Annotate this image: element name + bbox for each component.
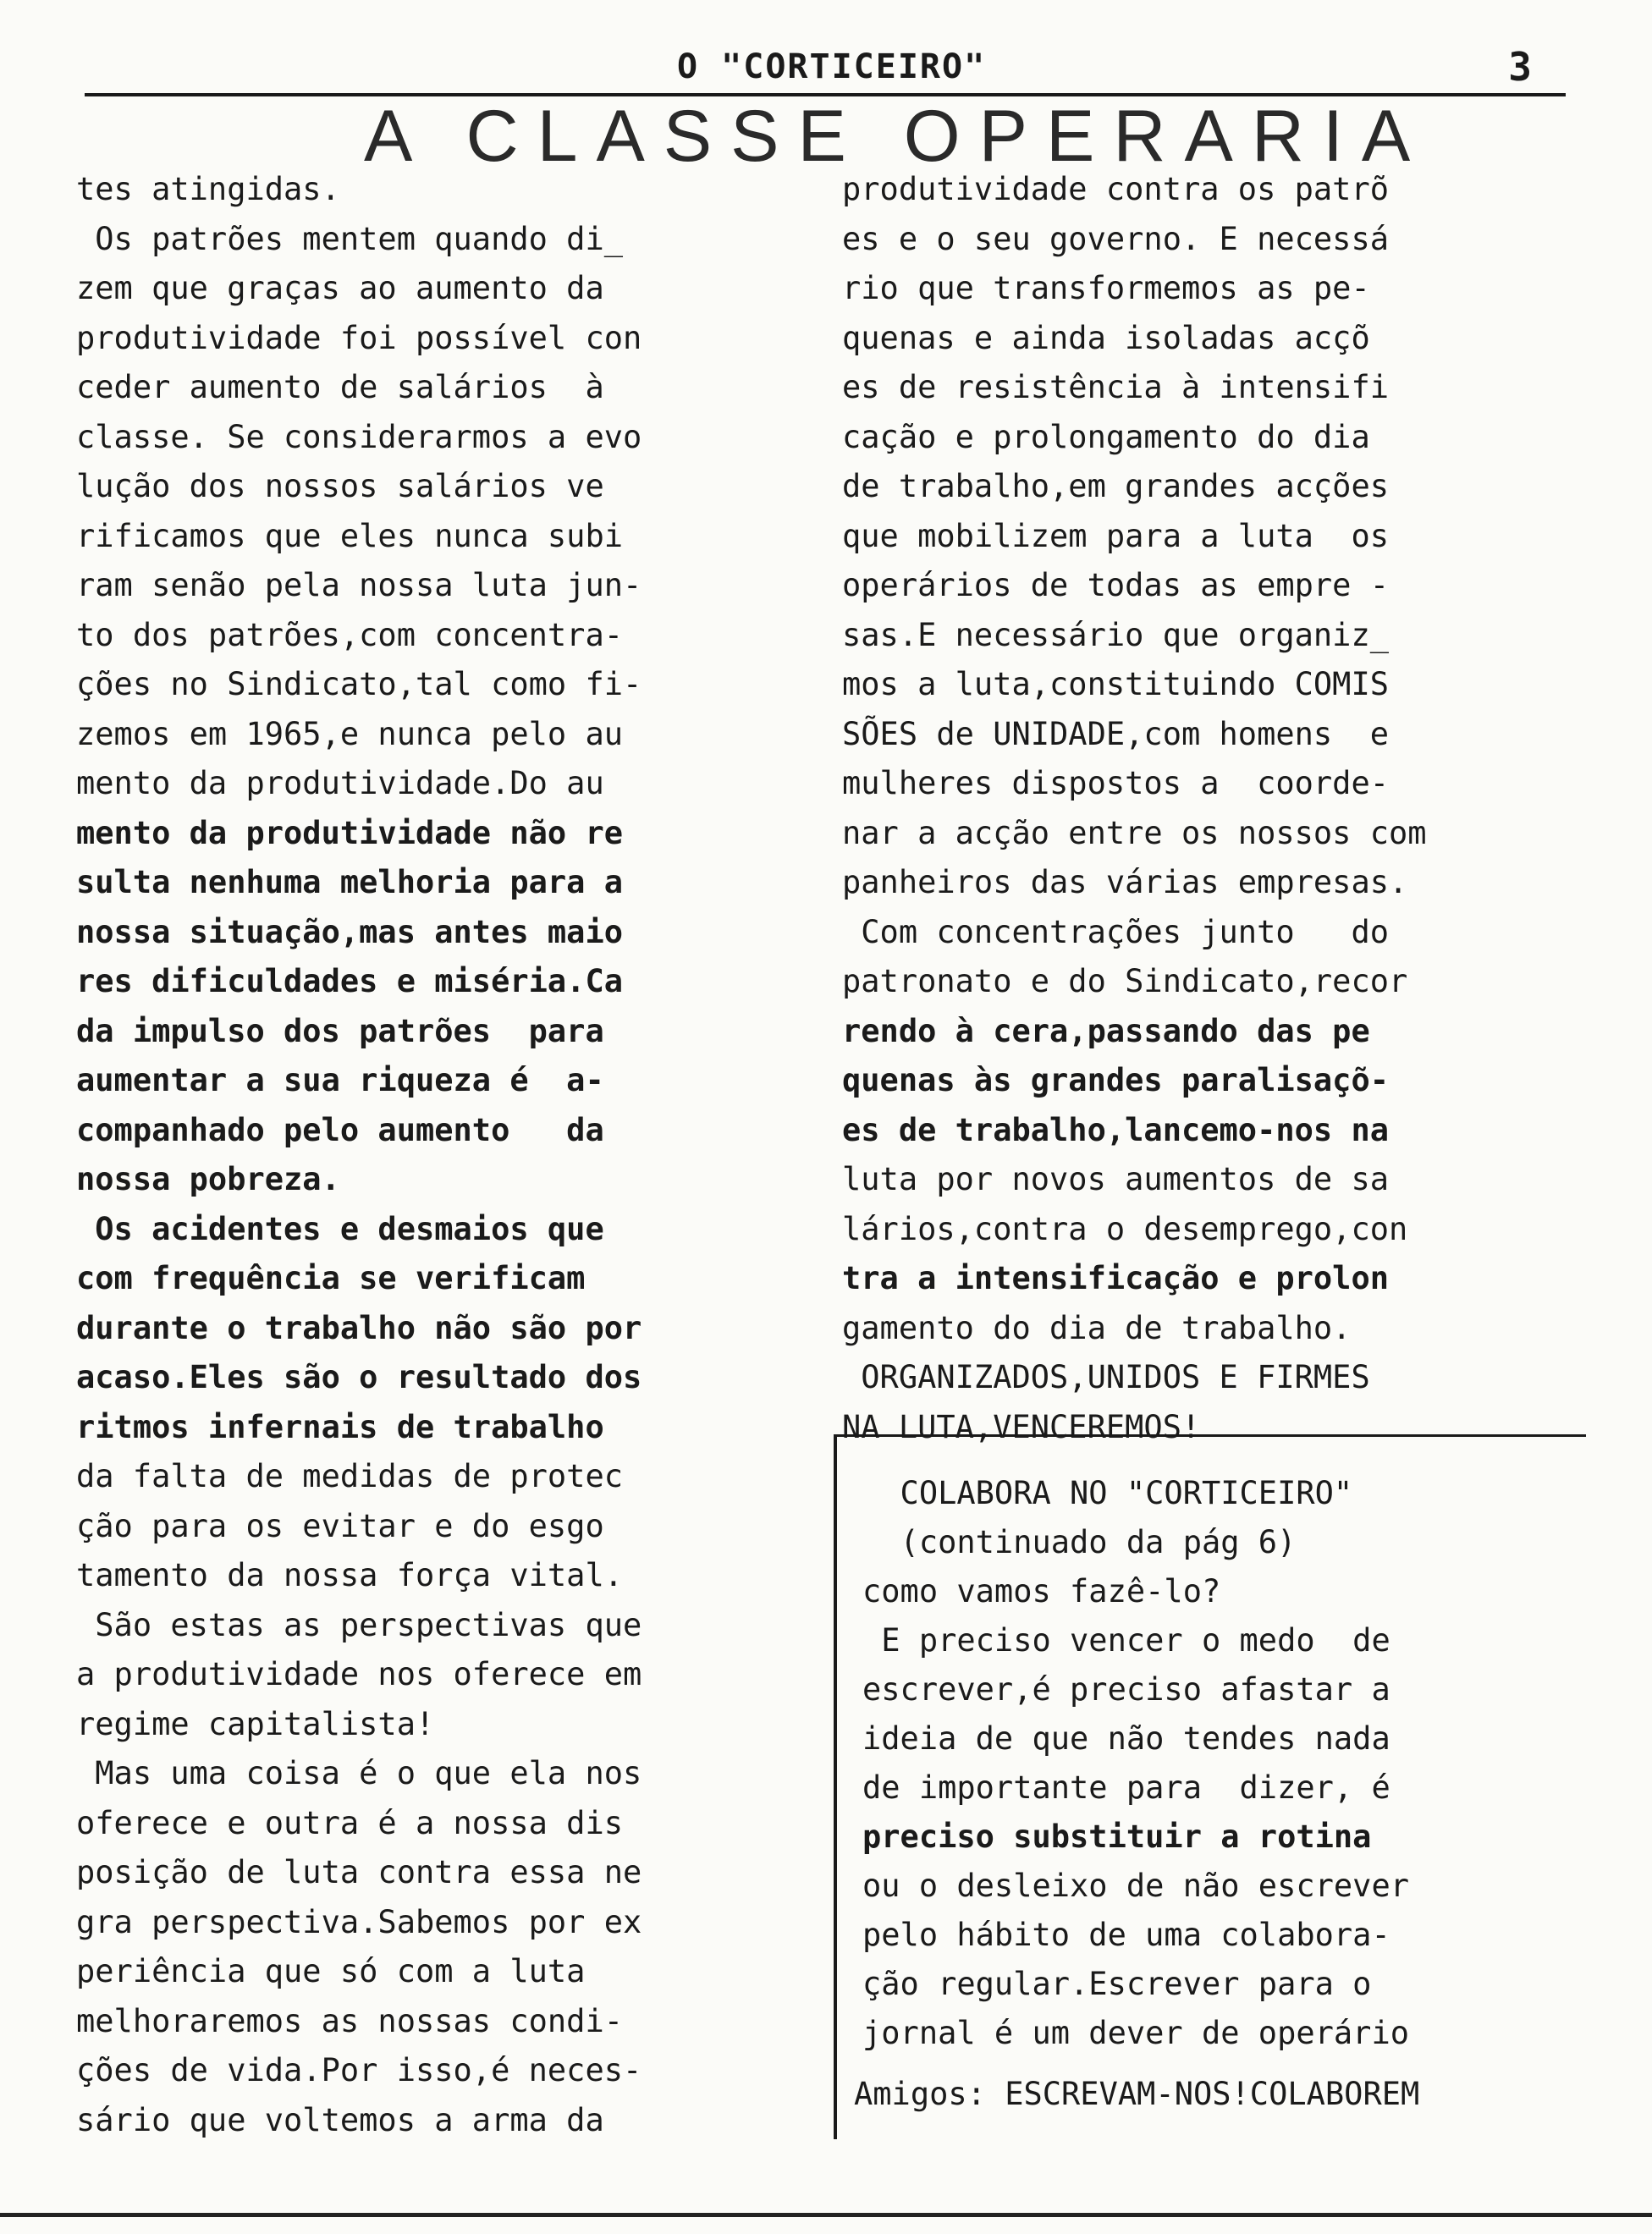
box-line: como vamos fazê-lo? [862,1573,1221,1609]
text-line: luta por novos aumentos de sa [842,1161,1390,1197]
text-line: operários de todas as empre - [842,567,1390,603]
text-line: da impulso dos patrões para [76,1012,604,1049]
text-line: cação e prolongamento do dia [842,418,1370,455]
box-footer: Amigos: ESCREVAM-NOS!COLABOREM [854,2076,1420,2112]
text-line: rio que transformemos as pe- [842,270,1370,306]
text-line: melhoraremos as nossas condi- [76,2002,624,2039]
text-line: zemos em 1965,e nunca pelo au [76,715,624,752]
text-line: companhado pelo aumento da [76,1111,604,1148]
text-line: nar a acção entre os nossos com [842,814,1427,851]
text-line: lários,contra o desemprego,con [842,1210,1408,1247]
text-line: ritmos infernais de trabalho [76,1408,604,1445]
box-line: pelo hábito de uma colabora- [862,1917,1390,1953]
text-line: a produtividade nos oferece em [76,1656,642,1692]
text-line: sulta nenhuma melhoria para a [76,864,624,900]
box-line: ou o desleixo de não escrever [862,1868,1410,1904]
box-line: ideia de que não tendes nada [862,1720,1390,1757]
section-title: A CLASSE OPERARIA [364,96,1429,177]
text-line: tamento da nossa força vital. [76,1557,624,1593]
text-line: SÕES de UNIDADE,com homens e [842,715,1390,752]
text-line: patronato e do Sindicato,recor [842,963,1408,999]
box-subheading: (continuado da pág 6) [862,1524,1297,1560]
box-line: de importante para dizer, é [862,1769,1390,1806]
text-line: ções de vida.Por isso,é neces- [76,2052,642,2088]
text-line: ram senão pela nossa luta jun- [76,567,642,603]
text-line: mos a luta,constituindo COMIS [842,666,1390,702]
text-line: São estas as perspectivas que [76,1606,642,1643]
text-line: ORGANIZADOS,UNIDOS E FIRMES [842,1359,1370,1395]
text-line: aumentar a sua riqueza é a- [76,1062,604,1098]
text-line: es de trabalho,lancemo-nos na [842,1111,1390,1148]
text-line: tra a intensificação e prolon [842,1260,1390,1296]
text-line: produtividade contra os patrõ [842,171,1390,207]
newspaper-title: O "CORTICEIRO" [677,47,987,86]
text-line: sário que voltemos a arma da [76,2101,604,2138]
text-line: nossa pobreza. [76,1161,340,1197]
text-line: de trabalho,em grandes acções [842,468,1390,504]
text-line: rificamos que eles nunca subi [76,517,624,554]
text-line: quenas e ainda isoladas acçõ [842,319,1370,356]
text-line: zem que graças ao aumento da [76,270,604,306]
text-line: durante o trabalho não são por [76,1309,642,1346]
text-line: Com concentrações junto do [842,913,1390,950]
text-line: mento da produtividade.Do au [76,765,604,801]
right-column [842,165,1587,1452]
text-line: Mas uma coisa é o que ela nos [76,1755,642,1791]
text-line: ceder aumento de salários à [76,369,604,405]
text-line: produtividade foi possível con [76,319,642,356]
text-line: acaso.Eles são o resultado dos [76,1359,642,1395]
text-line: sas.E necessário que organiz_ [842,616,1390,653]
text-line: da falta de medidas de protec [76,1458,624,1494]
bottom-rule [0,2213,1652,2217]
text-line: tes atingidas. [76,171,340,207]
text-line: to dos patrões,com concentra- [76,616,624,653]
text-line: ção para os evitar e do esgo [76,1507,604,1544]
text-line: que mobilizem para a luta os [842,517,1390,554]
text-line: es de resistência à intensifi [842,369,1390,405]
text-line: rendo à cera,passando das pe [842,1012,1370,1049]
box-line: escrever,é preciso afastar a [862,1671,1390,1708]
text-line: classe. Se considerarmos a evo [76,418,642,455]
text-line: mento da produtividade não re [76,814,624,851]
text-line: mulheres dispostos a coorde- [842,765,1390,801]
text-line: oferece e outra é a nossa dis [76,1804,624,1841]
box-line: E preciso vencer o medo de [862,1622,1390,1659]
text-line: es e o seu governo. E necessá [842,220,1390,257]
text-line: lução dos nossos salários ve [76,468,604,504]
colabora-box [834,1434,1586,2139]
box-heading: COLABORA NO "CORTICEIRO" [862,1475,1353,1511]
text-line: NA LUTA,VENCEREMOS! [842,1408,1201,1445]
page-header [85,44,1566,96]
text-line: quenas às grandes paralisaçõ- [842,1062,1390,1098]
text-line: regime capitalista! [76,1705,435,1742]
box-line: jornal é um dever de operário [862,2015,1410,2051]
text-line: ções no Sindicato,tal como fi- [76,666,642,702]
text-line: gamento do dia de trabalho. [842,1309,1352,1346]
text-line: nossa situação,mas antes maio [76,913,624,950]
page-number: 3 [1508,44,1532,90]
box-content [862,1469,1582,2058]
text-line: gra perspectiva.Sabemos por ex [76,1903,642,1940]
text-line: periência que só com a luta [76,1953,586,1989]
text-line: com frequência se verificam [76,1260,586,1296]
left-column [76,165,821,2145]
box-line: ção regular.Escrever para o [862,1966,1372,2002]
text-line: Os patrões mentem quando di_ [76,220,624,257]
box-line: preciso substituir a rotina [862,1819,1372,1855]
text-line: res dificuldades e miséria.Ca [76,963,624,999]
text-line: panheiros das várias empresas. [842,864,1408,900]
text-line: Os acidentes e desmaios que [76,1210,604,1247]
text-line: posição de luta contra essa ne [76,1854,642,1890]
